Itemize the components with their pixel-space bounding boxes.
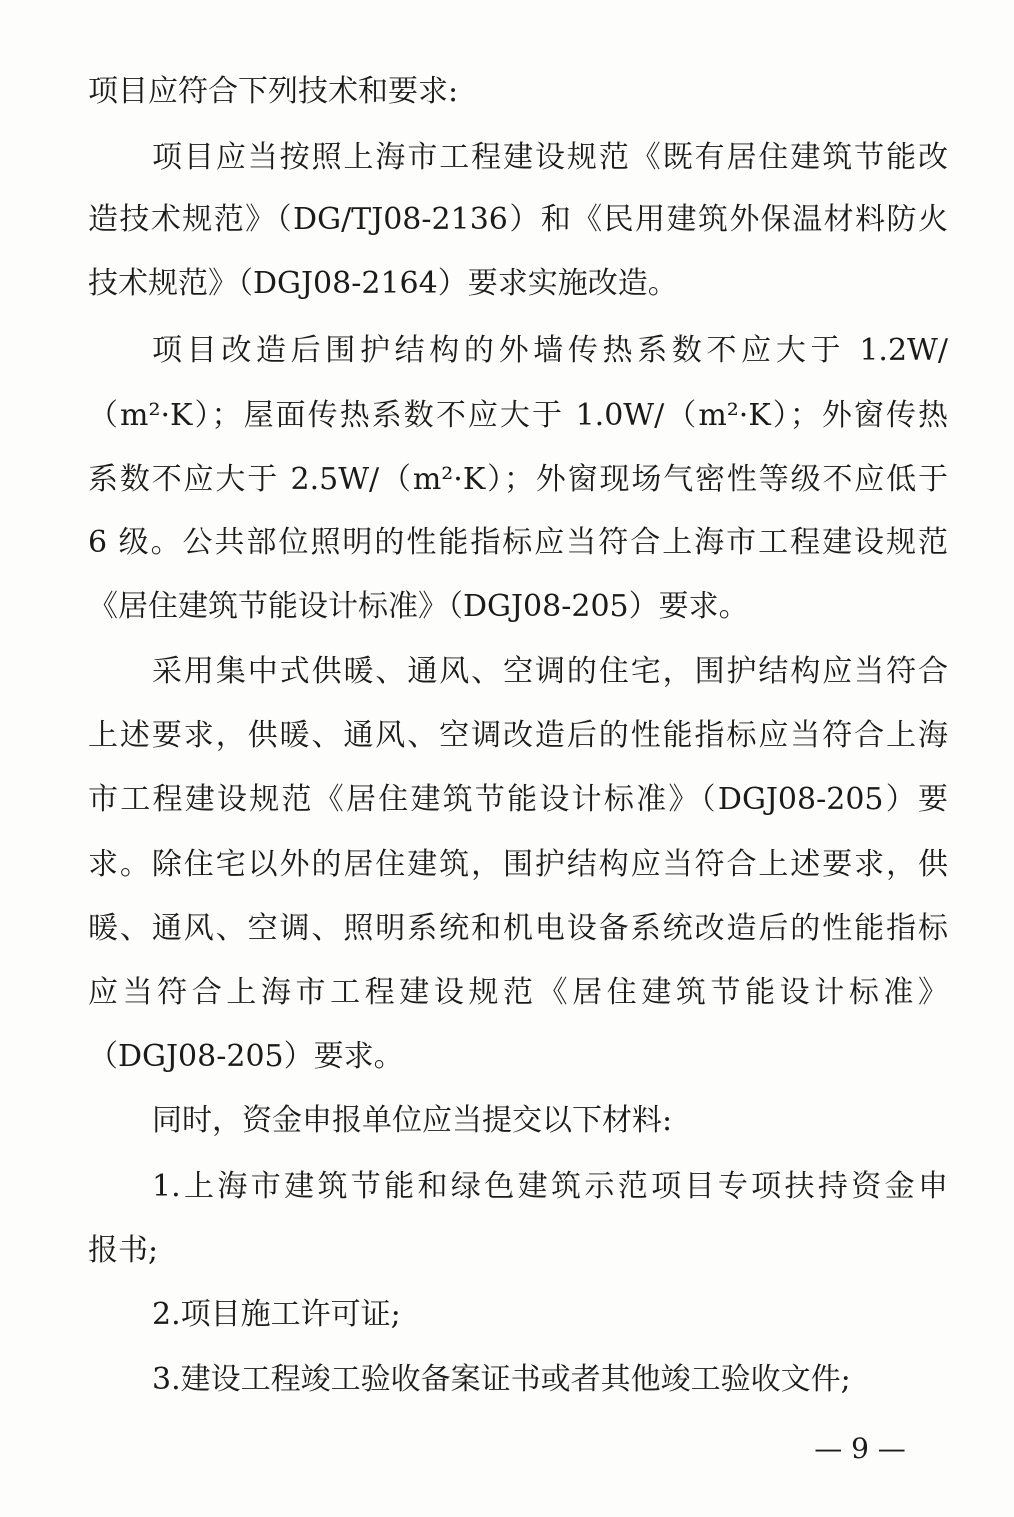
text-line-4: 技术规范》（DGJ08-2164）要求实施改造。 [88, 266, 678, 301]
text-line-18: 1.上海市建筑节能和绿色建筑示范项目专项扶持资金申 [152, 1169, 948, 1204]
text-line-15: 应当符合上海市工程建设规范《居住建筑节能设计标准》 [88, 975, 948, 1010]
text-line-5: 项目改造后围护结构的外墙传热系数不应大于 1.2W/ [152, 333, 948, 368]
text-line-21: 3.建设工程竣工验收备案证书或者其他竣工验收文件; [152, 1362, 851, 1397]
text-line-1: 项目应符合下列技术和要求: [88, 74, 459, 109]
text-line-19: 报书; [88, 1233, 159, 1268]
text-line-12: 市工程建设规范《居住建筑节能设计标准》（DGJ08-205）要 [88, 782, 948, 817]
text-line-16: （DGJ08-205）要求。 [88, 1039, 404, 1074]
text-line-8: 6 级。公共部位照明的性能指标应当符合上海市工程建设规范 [88, 525, 948, 560]
text-line-13: 求。除住宅以外的居住建筑，围护结构应当符合上述要求，供 [88, 847, 948, 882]
text-line-3: 造技术规范》（DG/TJ08-2136）和《民用建筑外保温材料防火 [88, 202, 948, 237]
text-line-2: 项目应当按照上海市工程建设规范《既有居住建筑节能改 [152, 140, 948, 175]
text-line-11: 上述要求，供暖、通风、空调改造后的性能指标应当符合上海 [88, 718, 948, 753]
text-line-17: 同时，资金申报单位应当提交以下材料: [152, 1103, 673, 1138]
text-line-14: 暖、通风、空调、照明系统和机电设备系统改造后的性能指标 [88, 911, 948, 946]
text-line-20: 2.项目施工许可证; [152, 1297, 401, 1332]
text-line-6: （m²·K）；屋面传热系数不应大于 1.0W/（m²·K）；外窗传热 [88, 398, 948, 433]
page-number: — 9 — [814, 1432, 906, 1465]
text-line-9: 《居住建筑节能设计标准》（DGJ08-205）要求。 [88, 589, 749, 624]
text-line-7: 系数不应大于 2.5W/（m²·K）；外窗现场气密性等级不应低于 [88, 462, 948, 497]
text-line-10: 采用集中式供暖、通风、空调的住宅，围护结构应当符合 [152, 654, 948, 689]
